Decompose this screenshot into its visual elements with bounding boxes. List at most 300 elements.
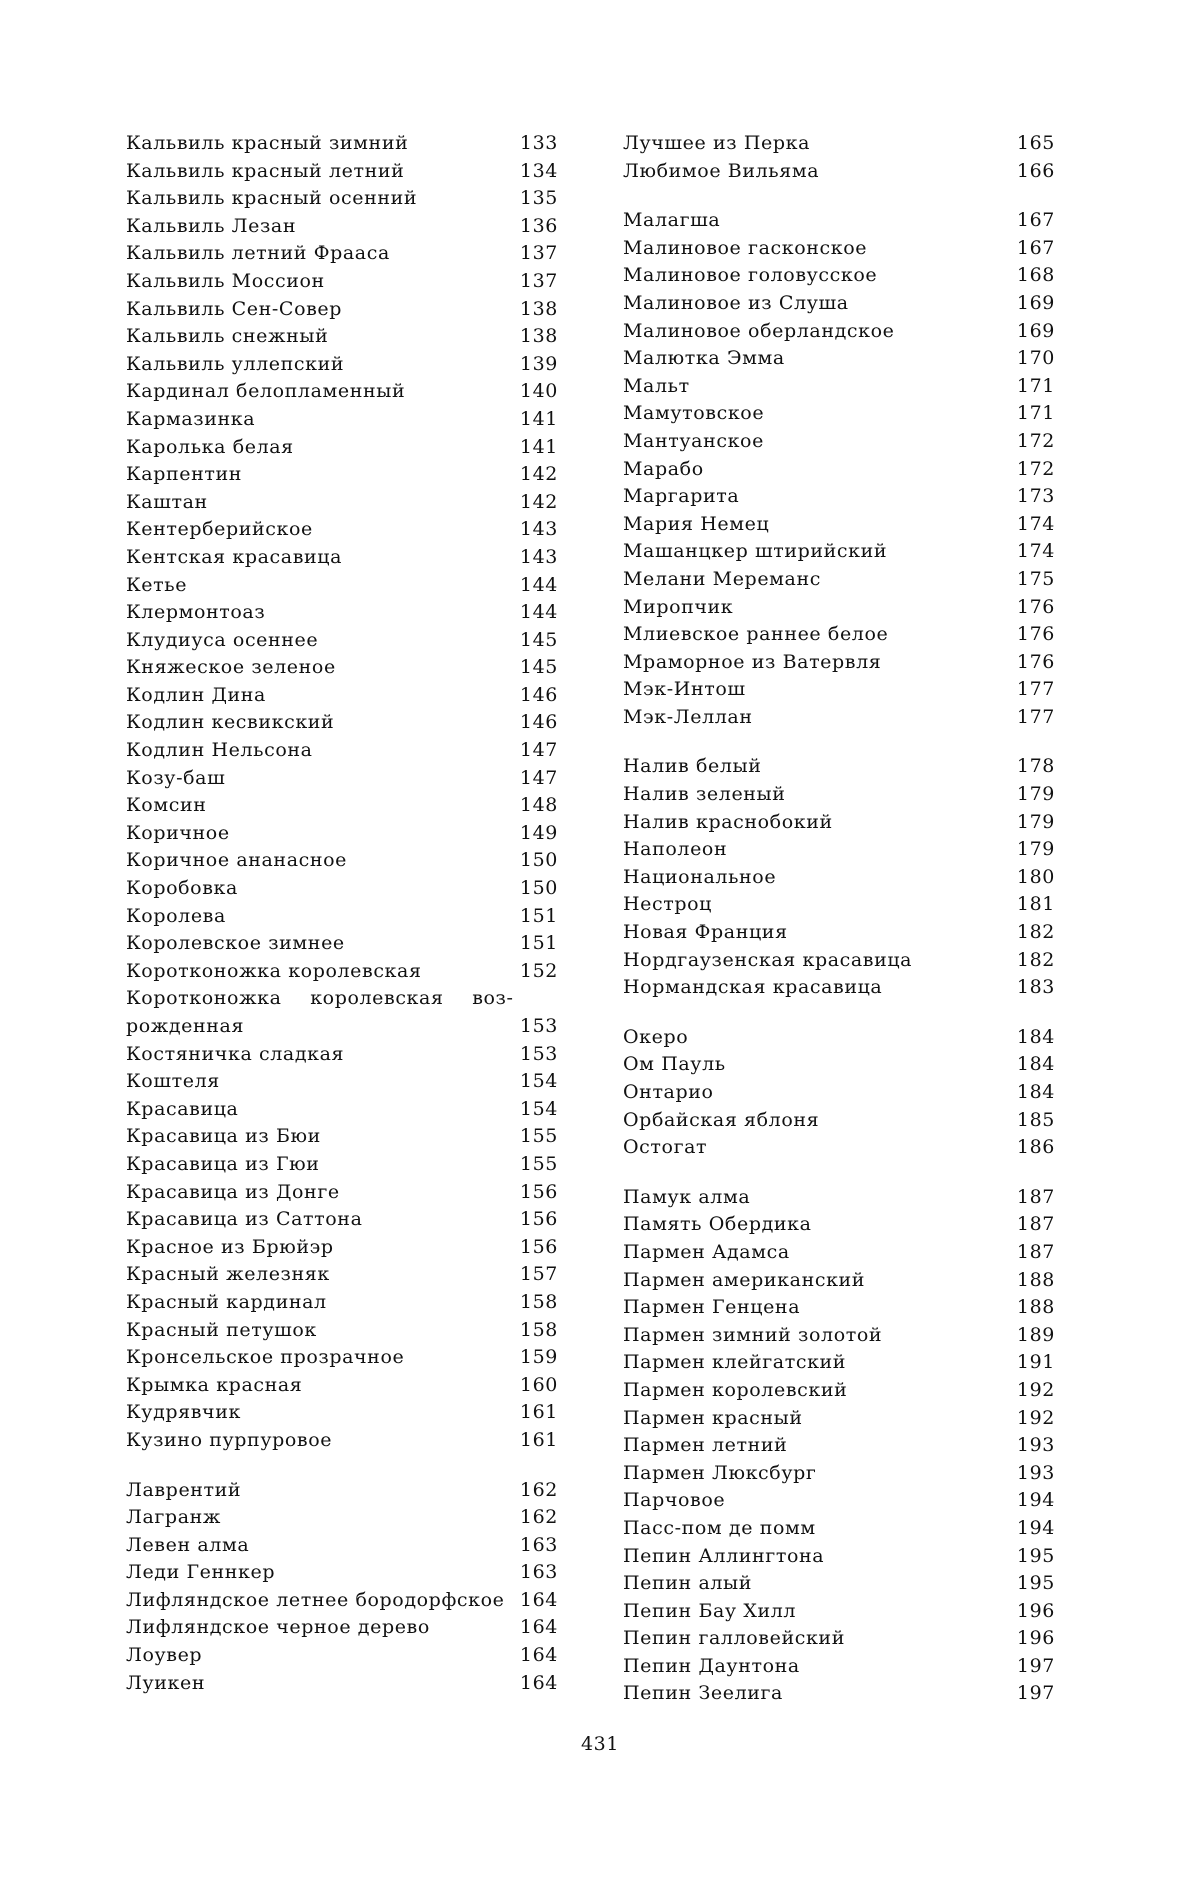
index-entry — [126, 572, 558, 600]
index-entry — [623, 262, 1055, 290]
entry-name: Миропчик — [623, 595, 734, 618]
entry-name: Машанцкер штирийский — [623, 540, 888, 563]
index-entry — [623, 621, 1055, 649]
entry-page: 169 — [1016, 291, 1055, 314]
index-entry — [126, 930, 558, 958]
index-entry — [126, 296, 558, 324]
entry-name: Пармен летний — [623, 1434, 788, 1457]
index-entry — [126, 406, 558, 434]
entry-page: 155 — [519, 1152, 558, 1175]
index-entry — [623, 1543, 1055, 1571]
index-entry — [126, 489, 558, 517]
index-entry — [126, 268, 558, 296]
index-entry — [126, 1041, 558, 1069]
entry-name: Мария Немец — [623, 512, 770, 535]
index-entry — [126, 1587, 558, 1615]
index-entry — [126, 765, 558, 793]
entry-name: Пепин Зеелига — [623, 1682, 783, 1705]
index-entry — [623, 235, 1055, 263]
entry-page: 191 — [1016, 1351, 1055, 1374]
index-entry — [126, 1399, 558, 1427]
entry-page: 176 — [1016, 650, 1055, 673]
entry-page: 161 — [519, 1428, 558, 1451]
entry-page: 193 — [1016, 1461, 1055, 1484]
entry-name: Остогат — [623, 1136, 708, 1159]
index-entry — [623, 130, 1055, 158]
entry-page: 142 — [519, 490, 558, 513]
entry-page: 187 — [1016, 1213, 1055, 1236]
entry-name: Кальвиль красный зимний — [126, 132, 409, 154]
entry-page: 185 — [1016, 1108, 1055, 1131]
entry-page: 156 — [519, 1180, 558, 1203]
entry-name: Мантуанское — [623, 429, 764, 452]
entry-page: 187 — [1016, 1185, 1055, 1208]
index-entry — [623, 207, 1055, 235]
entry-page: 194 — [1016, 1489, 1055, 1512]
entry-name: Любимое Вильяма — [623, 159, 820, 182]
index-entry — [126, 1372, 558, 1400]
entry-name: Лифляндское черное дерево — [126, 1616, 430, 1639]
entry-name: Клудиуса осеннее — [126, 628, 319, 651]
index-entry — [126, 1151, 558, 1179]
index-entry — [126, 792, 558, 820]
section-gap — [623, 185, 1055, 207]
entry-name: Коробовка — [126, 877, 238, 900]
index-entry — [623, 1239, 1055, 1267]
entry-name: Коротконожка королевская воз- — [126, 987, 514, 1010]
entry-name: Кальвиль красный осенний — [126, 187, 418, 210]
entry-page: 146 — [519, 711, 558, 734]
entry-name: Кальвиль летний Фрааса — [126, 242, 390, 265]
index-entry — [126, 1670, 558, 1698]
section-gap — [623, 1162, 1055, 1184]
entry-page: 192 — [1016, 1406, 1055, 1429]
index-entry — [126, 1504, 558, 1532]
index-entry — [126, 1289, 558, 1317]
entry-page: 197 — [1016, 1682, 1055, 1705]
entry-name: Наполеон — [623, 838, 728, 861]
entry-name: Кодлин Дина — [126, 683, 266, 706]
entry-name: Карпентин — [126, 463, 243, 486]
entry-name: Кронсельское прозрачное — [126, 1346, 405, 1369]
entry-name: Красный железняк — [126, 1263, 330, 1286]
entry-page: 182 — [1016, 948, 1055, 971]
entry-name: Кардинал белопламенный — [126, 380, 406, 403]
index-entry — [623, 373, 1055, 401]
entry-page: 178 — [1016, 755, 1055, 778]
entry-page: 144 — [519, 601, 558, 624]
entry-page: 168 — [1016, 264, 1055, 287]
entry-page: 135 — [519, 187, 558, 210]
entry-page: 167 — [1016, 209, 1055, 232]
entry-name: Пасс-пом де помм — [623, 1516, 816, 1539]
entry-page: 162 — [519, 1478, 558, 1501]
entry-page: 162 — [519, 1506, 558, 1529]
index-entry — [623, 1211, 1055, 1239]
index-entry — [623, 158, 1055, 186]
entry-page: 160 — [519, 1373, 558, 1396]
entry-page: 179 — [1016, 838, 1055, 861]
index-entry — [623, 483, 1055, 511]
index-entry — [623, 566, 1055, 594]
entry-page: 153 — [519, 1015, 558, 1037]
entry-page: 150 — [519, 849, 558, 872]
entry-name: Марабо — [623, 457, 704, 480]
entry-page: 147 — [519, 766, 558, 789]
entry-page: 167 — [1016, 236, 1055, 259]
entry-name: Луикен — [126, 1671, 206, 1694]
index-entry — [126, 1179, 558, 1207]
index-entry — [623, 1294, 1055, 1322]
entry-page: 196 — [1016, 1599, 1055, 1622]
entry-name: Пепин Даунтона — [623, 1654, 800, 1677]
entry-name: Пепин алый — [623, 1572, 753, 1595]
index-entry — [126, 1317, 558, 1345]
entry-page: 174 — [1016, 512, 1055, 535]
index-entry — [126, 378, 558, 406]
entry-page: 138 — [519, 325, 558, 348]
entry-name: Мэк-Леллан — [623, 705, 753, 728]
entry-name: Коричное ананасное — [126, 849, 348, 872]
entry-page: 145 — [519, 628, 558, 651]
index-entry — [126, 1096, 558, 1124]
entry-page: 140 — [519, 380, 558, 403]
entry-page: 152 — [519, 959, 558, 982]
entry-name: Кудрявчик — [126, 1401, 241, 1424]
index-entry — [126, 1344, 558, 1372]
index-entry — [623, 836, 1055, 864]
entry-name: Левен алма — [126, 1533, 250, 1556]
index-column-right — [623, 130, 1055, 1708]
index-entry — [126, 737, 558, 765]
entry-page: 164 — [519, 1671, 558, 1694]
entry-name: Кентская красавица — [126, 545, 343, 568]
entry-name: Кальвиль Моссион — [126, 269, 325, 292]
index-entry — [623, 1680, 1055, 1708]
entry-page: 133 — [519, 132, 558, 154]
index-column-left — [126, 130, 558, 1697]
entry-page: 148 — [519, 794, 558, 817]
entry-page: 163 — [519, 1533, 558, 1556]
index-entry — [126, 1013, 558, 1041]
index-entry — [126, 820, 558, 848]
entry-name: Пармен королевский — [623, 1378, 848, 1401]
index-entry — [126, 240, 558, 268]
index-entry — [623, 1134, 1055, 1162]
section-gap — [623, 1002, 1055, 1024]
index-entry — [126, 213, 558, 241]
entry-name: Океро — [623, 1025, 689, 1048]
entry-name: Королева — [126, 904, 226, 927]
entry-name: Кетье — [126, 573, 188, 596]
entry-name: Коштеля — [126, 1070, 220, 1093]
entry-page: 186 — [1016, 1136, 1055, 1159]
index-entry — [623, 704, 1055, 732]
index-entry — [126, 847, 558, 875]
entry-name: Парчовое — [623, 1489, 726, 1512]
entry-name: Памук алма — [623, 1185, 751, 1208]
index-entry — [623, 649, 1055, 677]
entry-page: 171 — [1016, 402, 1055, 425]
index-entry — [126, 434, 558, 462]
entry-name: Нормандская красавица — [623, 976, 883, 999]
entry-page: 134 — [519, 159, 558, 182]
entry-page: 166 — [1016, 159, 1055, 182]
entry-page: 165 — [1016, 132, 1055, 154]
entry-page: 161 — [519, 1401, 558, 1424]
entry-page: 182 — [1016, 921, 1055, 944]
entry-page: 177 — [1016, 678, 1055, 701]
entry-page: 158 — [519, 1318, 558, 1341]
entry-page: 174 — [1016, 540, 1055, 563]
entry-name: Мраморное из Ватервля — [623, 650, 882, 673]
entry-name: Пармен Генцена — [623, 1296, 801, 1319]
entry-name: Кодлин Нельсона — [126, 739, 313, 762]
entry-name: Лагранж — [126, 1506, 221, 1529]
entry-page: 164 — [519, 1644, 558, 1667]
entry-name: Малиновое из Слуша — [623, 291, 849, 314]
index-entry — [623, 290, 1055, 318]
entry-page: 157 — [519, 1263, 558, 1286]
entry-name: Каролька белая — [126, 435, 294, 458]
entry-page: 183 — [1016, 976, 1055, 999]
entry-name: Красный петушок — [126, 1318, 317, 1341]
entry-page: 177 — [1016, 705, 1055, 728]
entry-name: Кодлин кесвикский — [126, 711, 335, 734]
entry-name: Кальвиль Лезан — [126, 214, 297, 237]
entry-name: Малютка Эмма — [623, 347, 785, 370]
entry-name: Национальное — [623, 865, 777, 888]
entry-name: Малагша — [623, 209, 721, 232]
index-entry — [623, 676, 1055, 704]
entry-name: Пармен Адамса — [623, 1240, 790, 1263]
entry-name: Красный кардинал — [126, 1290, 327, 1313]
entry-page: 147 — [519, 739, 558, 762]
entry-page: 180 — [1016, 865, 1055, 888]
entry-name: Королевское зимнее — [126, 932, 345, 955]
index-entry — [126, 985, 558, 1013]
index-entry — [623, 781, 1055, 809]
entry-page: 176 — [1016, 623, 1055, 646]
entry-name: Крымка красная — [126, 1373, 303, 1396]
index-entry — [126, 351, 558, 379]
entry-name: Кузино пурпуровое — [126, 1428, 333, 1451]
entry-name: Нордгаузенская красавица — [623, 948, 913, 971]
index-entry — [623, 1625, 1055, 1653]
index-entry — [126, 1427, 558, 1455]
index-entry — [623, 1184, 1055, 1212]
entry-name: Малиновое головусское — [623, 264, 878, 287]
entry-page: 151 — [519, 904, 558, 927]
index-entry — [126, 1261, 558, 1289]
entry-page: 170 — [1016, 347, 1055, 370]
entry-name: Лоувер — [126, 1644, 203, 1667]
entry-name: Костяничка сладкая — [126, 1042, 345, 1065]
index-entry — [623, 318, 1055, 346]
entry-name: Лифляндское летнее бородорфское — [126, 1588, 505, 1611]
entry-page: 195 — [1016, 1544, 1055, 1567]
index-entry — [623, 864, 1055, 892]
entry-name: Пармен американский — [623, 1268, 866, 1291]
entry-name: Мэк-Интош — [623, 678, 746, 701]
index-entry — [623, 809, 1055, 837]
index-entry — [126, 516, 558, 544]
index-entry — [126, 158, 558, 186]
index-entry — [623, 1377, 1055, 1405]
entry-name: Нестроц — [623, 893, 712, 916]
entry-page: 181 — [1016, 893, 1055, 916]
entry-name: Комсин — [126, 794, 207, 817]
entry-name: Налив белый — [623, 755, 762, 778]
entry-page: 189 — [1016, 1323, 1055, 1346]
entry-page: 172 — [1016, 457, 1055, 480]
entry-name: Пармен Люксбург — [623, 1461, 817, 1484]
entry-name: Каштан — [126, 490, 208, 513]
index-entry — [623, 1107, 1055, 1135]
page-number: 431 — [580, 1733, 620, 1755]
index-entry — [126, 544, 558, 572]
index-entry — [126, 1532, 558, 1560]
index-entry — [623, 919, 1055, 947]
entry-page: 146 — [519, 683, 558, 706]
entry-name: Пармен клейгатский — [623, 1351, 847, 1374]
entry-name: Кальвиль Сен-Совер — [126, 297, 343, 320]
index-entry — [126, 682, 558, 710]
entry-page: 188 — [1016, 1268, 1055, 1291]
entry-name: Ом Пауль — [623, 1053, 726, 1076]
entry-name: Мелани Мереманс — [623, 567, 821, 590]
entry-name: Мамутовское — [623, 402, 765, 425]
index-entry — [623, 1598, 1055, 1626]
entry-name: Кармазинка — [126, 407, 256, 430]
entry-page: 154 — [519, 1097, 558, 1120]
index-entry — [126, 709, 558, 737]
entry-page: 156 — [519, 1235, 558, 1258]
entry-name: Кальвиль красный летний — [126, 159, 405, 182]
entry-name: Пармен зимний золотой — [623, 1323, 883, 1346]
entry-page: 169 — [1016, 319, 1055, 342]
entry-name: Онтарио — [623, 1081, 714, 1103]
entry-name: Пепин Аллингтона — [623, 1544, 825, 1567]
entry-page: 156 — [519, 1208, 558, 1231]
index-entry — [126, 903, 558, 931]
index-entry — [623, 1570, 1055, 1598]
entry-page: 143 — [519, 518, 558, 541]
index-entry — [126, 1614, 558, 1642]
entry-page: 154 — [519, 1070, 558, 1093]
entry-page: 150 — [519, 877, 558, 900]
entry-page: 159 — [519, 1346, 558, 1369]
entry-name: Пармен красный — [623, 1406, 803, 1429]
entry-name: Мальт — [623, 374, 690, 397]
index-entry — [623, 1515, 1055, 1543]
entry-page: 171 — [1016, 374, 1055, 397]
entry-page: 139 — [519, 352, 558, 375]
index-entry — [126, 875, 558, 903]
index-entry — [126, 1206, 558, 1234]
entry-page: 137 — [519, 269, 558, 292]
index-entry — [126, 1123, 558, 1151]
index-entry — [126, 1559, 558, 1587]
index-entry — [623, 345, 1055, 373]
entry-name: Кентерберийское — [126, 518, 313, 541]
entry-page: 143 — [519, 545, 558, 568]
section-gap — [126, 1455, 558, 1477]
index-entry — [623, 511, 1055, 539]
entry-page: 145 — [519, 656, 558, 679]
entry-page: 142 — [519, 463, 558, 486]
entry-name: Млиевское раннее белое — [623, 623, 889, 646]
index-entry — [623, 1432, 1055, 1460]
entry-page: 155 — [519, 1125, 558, 1148]
entry-page: 184 — [1016, 1053, 1055, 1076]
index-entry — [623, 1349, 1055, 1377]
entry-page: 158 — [519, 1290, 558, 1313]
index-entry — [126, 1477, 558, 1505]
entry-name: Красавица из Бюи — [126, 1125, 321, 1148]
entry-name: рожденная — [126, 1015, 245, 1037]
index-entry — [126, 323, 558, 351]
index-entry — [623, 1079, 1055, 1107]
index-entry — [623, 1460, 1055, 1488]
entry-page: 179 — [1016, 810, 1055, 833]
entry-page: 149 — [519, 821, 558, 844]
entry-page: 151 — [519, 932, 558, 955]
entry-page: 194 — [1016, 1516, 1055, 1539]
index-entry — [623, 400, 1055, 428]
index-entry — [623, 538, 1055, 566]
entry-page: 164 — [519, 1616, 558, 1639]
entry-name: Козу-баш — [126, 766, 226, 789]
index-entry — [623, 1024, 1055, 1052]
section-gap — [623, 731, 1055, 753]
entry-page: 138 — [519, 297, 558, 320]
entry-page: 195 — [1016, 1572, 1055, 1595]
entry-page: 173 — [1016, 485, 1055, 508]
index-entry — [126, 654, 558, 682]
entry-name: Орбайская яблоня — [623, 1108, 820, 1131]
entry-name: Красное из Брюйэр — [126, 1235, 334, 1258]
index-entry — [623, 1653, 1055, 1681]
entry-name: Коротконожка королевская — [126, 959, 422, 982]
entry-name: Красавица из Саттона — [126, 1208, 363, 1231]
index-entry — [623, 1405, 1055, 1433]
index-entry — [126, 627, 558, 655]
entry-name: Кальвиль снежный — [126, 325, 329, 348]
entry-page: 141 — [519, 407, 558, 430]
entry-name: Пепин галловейский — [623, 1627, 845, 1650]
entry-name: Лучшее из Перка — [623, 132, 811, 154]
index-entry — [623, 891, 1055, 919]
entry-page: 141 — [519, 435, 558, 458]
entry-name: Пепин Бау Хилл — [623, 1599, 797, 1622]
entry-name: Налив зеленый — [623, 783, 786, 806]
entry-page: 175 — [1016, 567, 1055, 590]
index-entry — [623, 974, 1055, 1002]
entry-name: Кальвиль уллепский — [126, 352, 345, 375]
index-entry — [623, 594, 1055, 622]
index-entry — [623, 428, 1055, 456]
entry-page — [518, 985, 558, 1013]
index-entry — [126, 461, 558, 489]
entry-page: 196 — [1016, 1627, 1055, 1650]
index-entry — [623, 947, 1055, 975]
index-entry — [126, 185, 558, 213]
index-entry — [126, 130, 558, 158]
entry-name: Новая Франция — [623, 921, 788, 944]
entry-page: 144 — [519, 573, 558, 596]
entry-page: 192 — [1016, 1378, 1055, 1401]
